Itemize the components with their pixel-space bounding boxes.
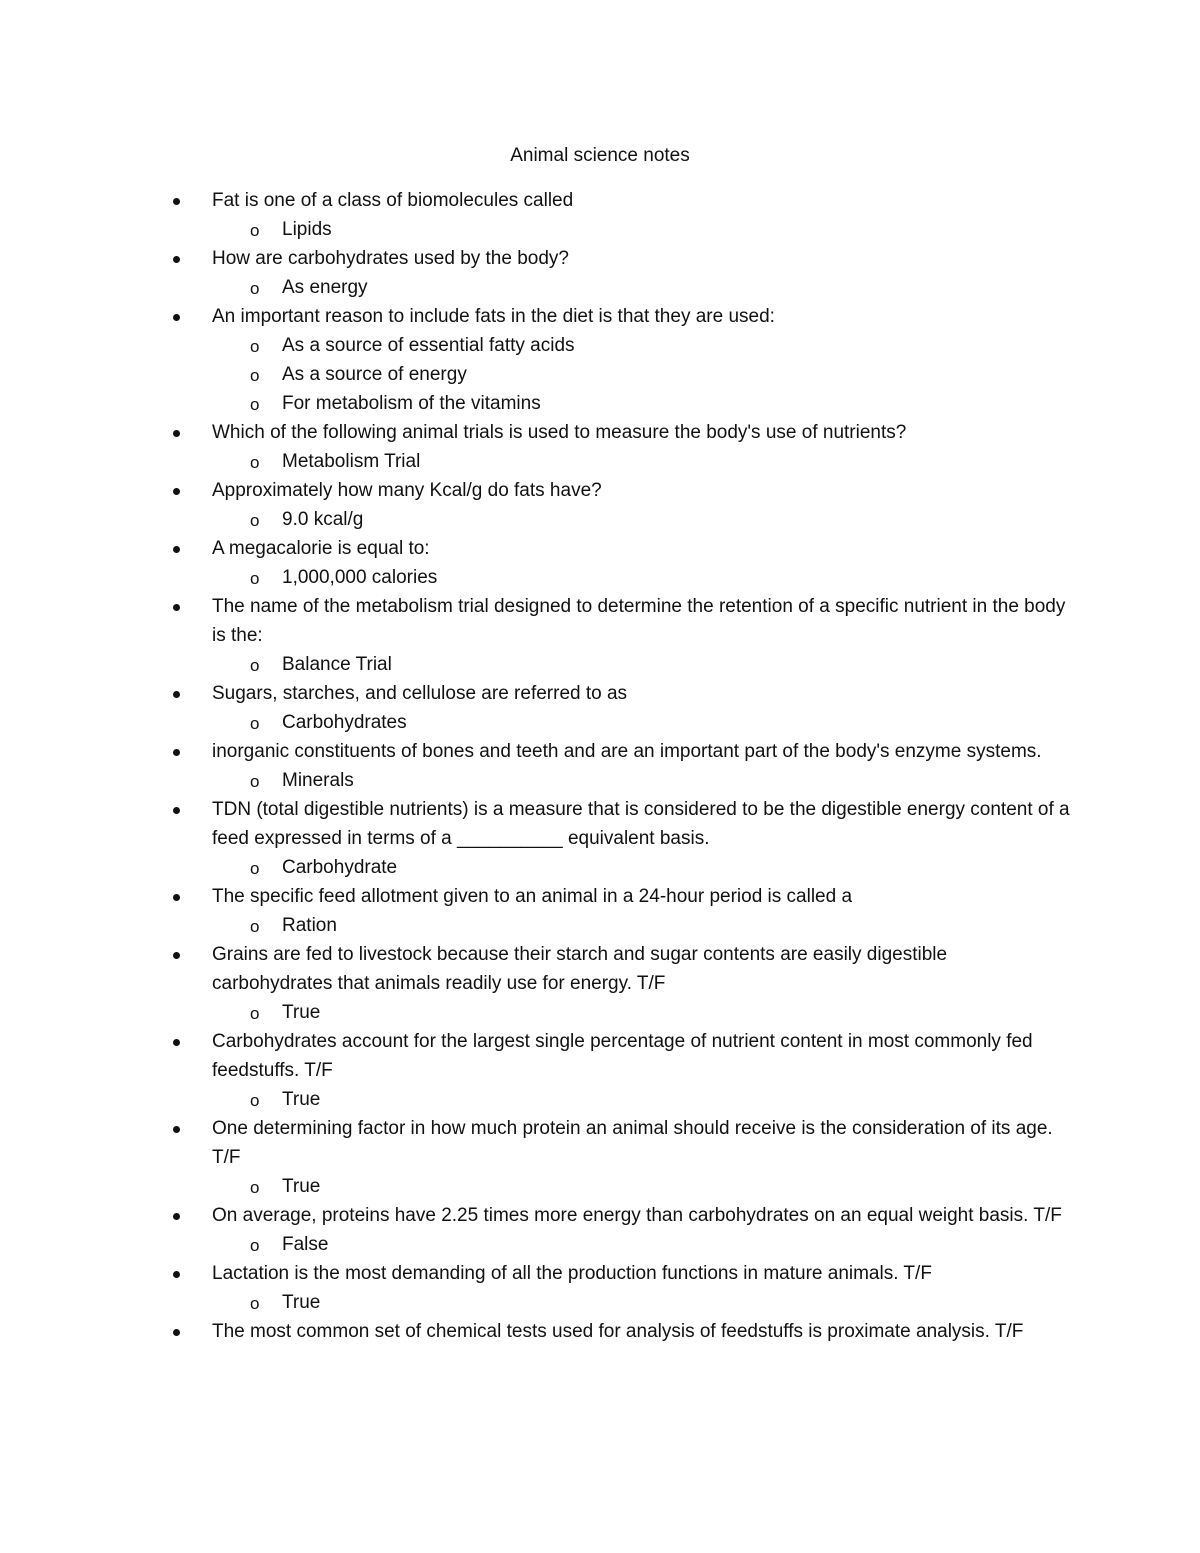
circle-bullet-icon: o <box>250 859 260 878</box>
question-text: Lactation is the most demanding of all the production functions in mature animals. T/F <box>212 1263 932 1284</box>
bullet-icon <box>173 894 180 901</box>
answer-text: Balance Trial <box>282 654 392 675</box>
answer-text: True <box>282 1292 321 1313</box>
circle-bullet-icon: o <box>250 1236 260 1255</box>
question-text: inorganic constituents of bones and teeth and are an important part of the body's enzyme systems. <box>212 741 1042 762</box>
question-item <box>0 1027 1200 1114</box>
question-item <box>0 882 1200 940</box>
bullet-icon <box>173 749 180 756</box>
answer-text: Minerals <box>282 770 354 791</box>
answer-list <box>212 1172 1070 1201</box>
question-text: Which of the following animal trials is used to measure the body's use of nutrients? <box>212 422 907 443</box>
circle-bullet-icon: o <box>250 1004 260 1023</box>
question-list <box>0 186 1200 1346</box>
circle-bullet-icon: o <box>250 1294 260 1313</box>
question-text: The most common set of chemical tests used for analysis of feedstuffs is proximate analysis. T/F <box>212 1321 1024 1342</box>
answer-list <box>212 505 1070 534</box>
circle-bullet-icon: o <box>250 1091 260 1110</box>
answer-list <box>212 766 1070 795</box>
question-item <box>0 1114 1200 1201</box>
circle-bullet-icon: o <box>250 337 260 356</box>
circle-bullet-icon: o <box>250 917 260 936</box>
answer-item <box>212 1085 1070 1114</box>
answer-list <box>212 563 1070 592</box>
question-text: An important reason to include fats in the diet is that they are used: <box>212 306 775 327</box>
answer-item <box>212 998 1070 1027</box>
bullet-icon <box>173 691 180 698</box>
answer-item <box>212 331 1070 360</box>
answer-item <box>212 447 1070 476</box>
circle-bullet-icon: o <box>250 772 260 791</box>
bullet-icon <box>173 1213 180 1220</box>
bullet-icon <box>173 604 180 611</box>
answer-list <box>212 215 1070 244</box>
answer-list <box>212 447 1070 476</box>
question-text: The specific feed allotment given to an animal in a 24-hour period is called a <box>212 886 853 907</box>
page-title: Animal science notes <box>510 145 690 166</box>
answer-text: Metabolism Trial <box>282 451 421 472</box>
question-item <box>0 940 1200 1027</box>
question-text: Fat is one of a class of biomolecules called <box>212 190 574 211</box>
question-item <box>0 592 1200 679</box>
circle-bullet-icon: o <box>250 714 260 733</box>
question-text: Sugars, starches, and cellulose are referred to as <box>212 683 628 704</box>
question-item <box>0 302 1200 418</box>
answer-text: True <box>282 1176 321 1197</box>
question-text: How are carbohydrates used by the body? <box>212 248 569 269</box>
circle-bullet-icon: o <box>250 221 260 240</box>
question-item <box>0 1201 1200 1259</box>
question-item <box>0 1317 1200 1346</box>
circle-bullet-icon: o <box>250 656 260 675</box>
bullet-icon <box>173 314 180 321</box>
answer-list <box>212 1085 1070 1114</box>
question-item <box>0 534 1200 592</box>
answer-text: Carbohydrates <box>282 712 407 733</box>
question-item <box>0 244 1200 302</box>
answer-list <box>212 650 1070 679</box>
bullet-icon <box>173 430 180 437</box>
answer-item <box>212 563 1070 592</box>
circle-bullet-icon: o <box>250 453 260 472</box>
bullet-icon <box>173 807 180 814</box>
bullet-icon <box>173 546 180 553</box>
answer-list <box>212 331 1070 418</box>
question-text: Grains are fed to livestock because their starch and sugar contents are easily digestible carbohydrates that animals readily use for energy. T/F <box>212 944 948 994</box>
answer-text: Ration <box>282 915 337 936</box>
question-text: Approximately how many Kcal/g do fats have? <box>212 480 602 501</box>
answer-item <box>212 708 1070 737</box>
bullet-icon <box>173 256 180 263</box>
bullet-icon <box>173 1039 180 1046</box>
answer-text: 9.0 kcal/g <box>282 509 364 530</box>
answer-item <box>212 389 1070 418</box>
circle-bullet-icon: o <box>250 366 260 385</box>
question-item <box>0 679 1200 737</box>
question-item <box>0 737 1200 795</box>
answer-text: False <box>282 1234 329 1255</box>
question-text: The name of the metabolism trial designed to determine the retention of a specific nutrient in the body is the: <box>212 596 1066 646</box>
question-item <box>0 476 1200 534</box>
bullet-icon <box>173 952 180 959</box>
question-item <box>0 795 1200 882</box>
answer-list <box>212 708 1070 737</box>
answer-item <box>212 911 1070 940</box>
answer-text: True <box>282 1002 321 1023</box>
answer-item <box>212 1230 1070 1259</box>
answer-item <box>212 273 1070 302</box>
circle-bullet-icon: o <box>250 279 260 298</box>
circle-bullet-icon: o <box>250 1178 260 1197</box>
answer-text: For metabolism of the vitamins <box>282 393 541 414</box>
question-text: TDN (total digestible nutrients) is a measure that is considered to be the digestible energy content of a feed expressed in terms of a __________ equivalent basis. <box>212 799 1070 849</box>
answer-text: Carbohydrate <box>282 857 398 878</box>
answer-item <box>212 1288 1070 1317</box>
answer-list <box>212 911 1070 940</box>
question-text: Carbohydrates account for the largest single percentage of nutrient content in most commonly fed feedstuffs. T/F <box>212 1031 1033 1081</box>
bullet-icon <box>173 488 180 495</box>
answer-text: Lipids <box>282 219 332 240</box>
bullet-icon <box>173 1126 180 1133</box>
answer-item <box>212 766 1070 795</box>
answer-text: True <box>282 1089 321 1110</box>
answer-text: As a source of essential fatty acids <box>282 335 575 356</box>
answer-list <box>212 1230 1070 1259</box>
question-item <box>0 1259 1200 1317</box>
answer-list <box>212 273 1070 302</box>
circle-bullet-icon: o <box>250 569 260 588</box>
answer-list <box>212 1288 1070 1317</box>
answer-item <box>212 853 1070 882</box>
question-item <box>0 186 1200 244</box>
answer-item <box>212 215 1070 244</box>
answer-item <box>212 505 1070 534</box>
bullet-icon <box>173 1271 180 1278</box>
circle-bullet-icon: o <box>250 511 260 530</box>
question-text: A megacalorie is equal to: <box>212 538 430 559</box>
answer-text: As energy <box>282 277 368 298</box>
answer-item <box>212 650 1070 679</box>
answer-item <box>212 1172 1070 1201</box>
answer-text: 1,000,000 calories <box>282 567 438 588</box>
circle-bullet-icon: o <box>250 395 260 414</box>
answer-list <box>212 853 1070 882</box>
answer-item <box>212 360 1070 389</box>
question-text: One determining factor in how much protein an animal should receive is the consideration of its age. T/F <box>212 1118 1053 1168</box>
bullet-icon <box>173 1329 180 1336</box>
question-item <box>0 418 1200 476</box>
answer-text: As a source of energy <box>282 364 467 385</box>
bullet-icon <box>173 198 180 205</box>
question-text: On average, proteins have 2.25 times more energy than carbohydrates on an equal weight basis. T/F <box>212 1205 1062 1226</box>
answer-list <box>212 998 1070 1027</box>
